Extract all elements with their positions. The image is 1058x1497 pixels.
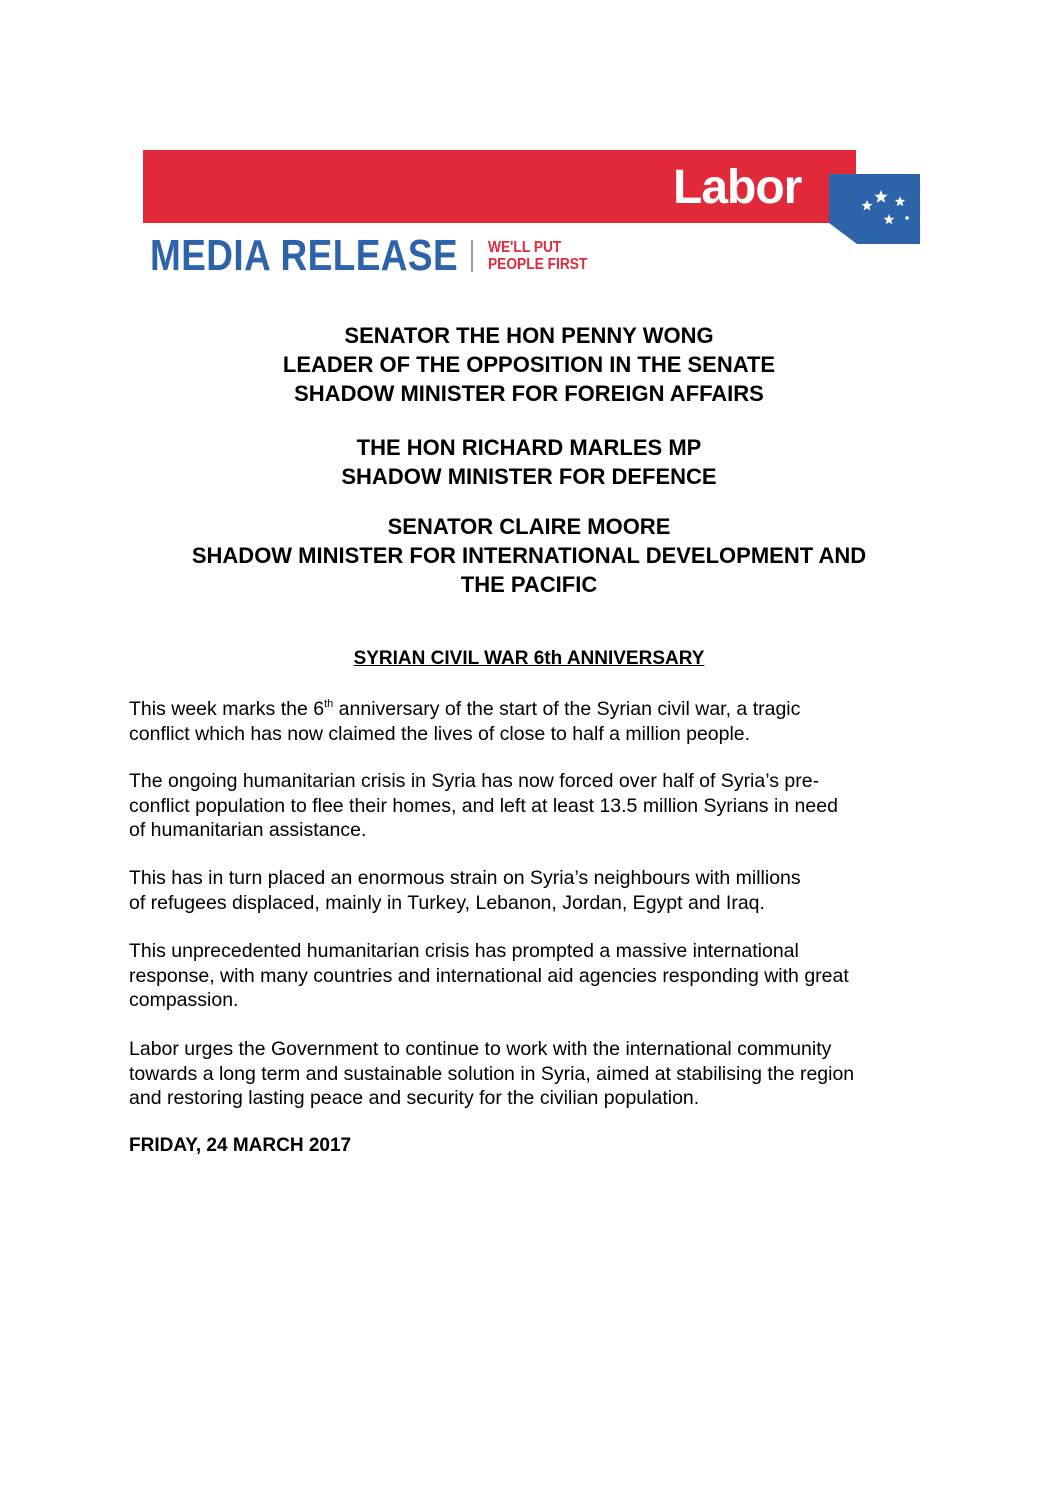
- paragraph-line: response, with many countries and international aid agencies responding with great: [129, 964, 849, 987]
- author-block-moore: [0, 512, 1058, 599]
- paragraph-3: [129, 866, 929, 915]
- author-title: SHADOW MINISTER FOR FOREIGN AFFAIRS: [294, 381, 764, 406]
- paragraph-line: The ongoing humanitarian crisis in Syria has now forced over half of Syria’s pre-: [129, 770, 820, 792]
- author-title: SHADOW MINISTER FOR INTERNATIONAL DEVELOPMENT AND: [191, 543, 867, 568]
- media-release-title: MEDIA RELEASE: [150, 231, 459, 280]
- paragraph-1: [129, 697, 929, 746]
- paragraph-text: anniversary of the start of the Syrian civil war, a tragic: [333, 698, 801, 720]
- paragraph-text: This week marks the 6: [129, 698, 325, 720]
- author-title: SHADOW MINISTER FOR DEFENCE: [341, 464, 717, 489]
- labor-logo-text: Labor: [673, 161, 802, 214]
- paragraph-line: conflict which has now claimed the lives of close to half a million people.: [129, 722, 751, 745]
- author-name: SENATOR THE HON PENNY WONG: [344, 323, 714, 348]
- paragraph-line: This unprecedented humanitarian crisis has prompted a massive international: [129, 940, 799, 962]
- paragraph-5: [129, 1037, 929, 1111]
- paragraph-line: compassion.: [129, 989, 239, 1011]
- slogan-line-2: PEOPLE FIRST: [488, 256, 588, 273]
- paragraph-2: [129, 769, 929, 843]
- southern-cross-flag-icon: [829, 174, 920, 244]
- paragraph-line: of refugees displaced, mainly in Turkey, Lebanon, Jordan, Egypt and Iraq.: [129, 891, 765, 914]
- author-name: SENATOR CLAIRE MOORE: [387, 514, 671, 539]
- release-date: FRIDAY, 24 MARCH 2017: [129, 1135, 352, 1156]
- ordinal-suffix: th: [324, 698, 334, 710]
- header-divider: [471, 240, 473, 272]
- paragraph-line: and restoring lasting peace and security for the civilian population.: [129, 1087, 700, 1109]
- release-heading: SYRIAN CIVIL WAR 6th ANNIVERSARY: [353, 648, 705, 669]
- paragraph-line: conflict population to flee their homes, and left at least 13.5 million Syrians in need: [129, 794, 838, 817]
- paragraph-4: [129, 939, 929, 1013]
- author-title: THE PACIFIC: [460, 572, 598, 597]
- paragraph-line: [129, 697, 929, 722]
- slogan-line-1: WE'LL PUT: [488, 239, 562, 256]
- paragraph-line: of humanitarian assistance.: [129, 819, 367, 841]
- slogan: [488, 239, 587, 273]
- author-block-marles: [0, 433, 1058, 491]
- author-block-wong: [0, 321, 1058, 408]
- paragraph-line: This has in turn placed an enormous strain on Syria’s neighbours with millions: [129, 867, 801, 889]
- author-title: LEADER OF THE OPPOSITION IN THE SENATE: [282, 352, 776, 377]
- paragraph-line: towards a long term and sustainable solution in Syria, aimed at stabilising the region: [129, 1062, 855, 1085]
- author-name: THE HON RICHARD MARLES MP: [356, 435, 702, 460]
- media-release-banner: [0, 0, 1058, 290]
- paragraph-line: Labor urges the Government to continue to work with the international community: [129, 1038, 832, 1060]
